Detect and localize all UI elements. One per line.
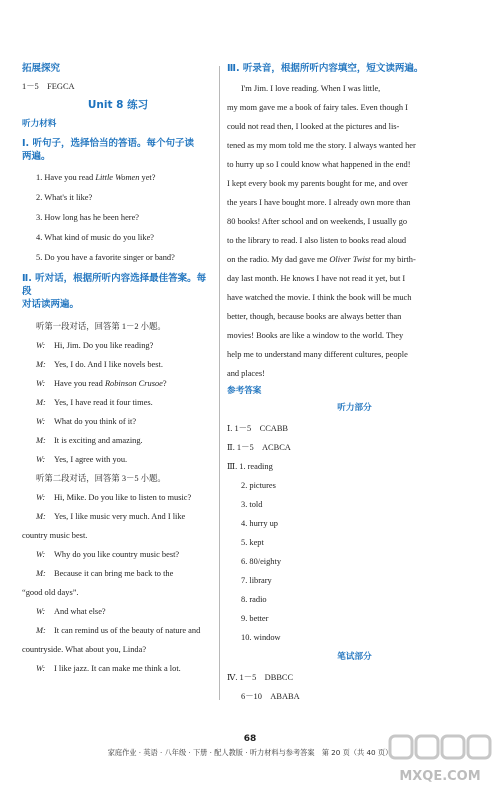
sentence-5: 5. Do you have a favorite singer or band?	[36, 253, 175, 262]
dialogue-line: W: What do you think of it?	[36, 417, 137, 426]
dialogue-line: M: It is exciting and amazing.	[36, 436, 143, 445]
answer-section-5: 6－10 ABABA	[241, 692, 300, 701]
footer-line: 家庭作业 · 英语 · 八年级 · 下册 · 配人教版 · 听力材料与参考答案 第 20 页（共 40 页）	[107, 748, 393, 757]
expand-title: 拓展探究	[22, 63, 61, 74]
sentence-1: 1. Have you read Little Women yet?	[36, 173, 156, 182]
dialogue2-intro: 听第二段对话，回答第 3－5 小题。	[36, 474, 166, 483]
written-part-label: 笔试部分	[337, 652, 372, 662]
section1-title-b: 两遍。	[22, 151, 51, 162]
answer-list-item: 9. better	[241, 614, 269, 623]
dialogue-line-cont: country music best.	[22, 531, 88, 540]
dialogue-line: M: Because it can bring me back to the	[36, 569, 174, 578]
dialogue-line: W: I like jazz. It can make me think a lot.	[36, 664, 181, 673]
dialogue-line: W: Hi, Jim. Do you like reading?	[36, 341, 154, 350]
sentence-4: 4. What kind of music do you like?	[36, 233, 155, 242]
answer-list-item: 4. hurry up	[241, 519, 278, 528]
answer-list-item: 10. window	[241, 633, 281, 642]
dialogue-line-cont: “good old days”.	[22, 588, 79, 597]
answer-list-item: 5. kept	[241, 538, 264, 547]
dialogue-line: M: Yes, I do. And I like novels best.	[36, 360, 163, 369]
left-column	[22, 62, 214, 678]
sentence-3: 3. How long has he been here?	[36, 213, 140, 222]
answer-section-3: Ⅲ. 1. reading	[227, 462, 273, 471]
watermark-logo	[386, 730, 494, 790]
passage: I'm Jim. I love reading. When I was little, my mom gave me a book of fairy tales. Even though I could not read then, I looked at the pictures and lis- tened as my mom told me the story. I always wanted her to hurry up so I could know what happened in the end! I kept every book my parents bought for me, and over the years I have bought more. I already own more than 80 books! After school and on weekends, I usually go to the library to read. I also listen to books read aloud on the radio. My dad gave me Oliver Twist for my birth- day last month. He knows I have not read it yet, but I have watched the movie. I think the book will be much better, though, because books are always better than movies! Books are like a window to the world. They help me to understand many different cultures, people and places!	[227, 84, 416, 378]
unit-title: Unit 8 练习	[87, 99, 149, 111]
dialogue-line: W: Yes, I agree with you.	[36, 455, 128, 464]
listening-part-label: 听力部分	[337, 403, 372, 413]
page-number: 68	[243, 734, 257, 744]
answer-list	[227, 476, 482, 647]
answer-list-item: 2. pictures	[241, 481, 276, 490]
answer-list-item: 3. told	[241, 500, 263, 509]
dialogue-line: M: Yes, I like music very much. And I like	[36, 512, 186, 521]
answer-section-4: Ⅳ. 1－5 DBBCC	[227, 673, 294, 682]
dialogue-line: W: Why do you like country music best?	[36, 550, 180, 559]
watermark-text: MXQE.COM	[399, 769, 481, 784]
answer-section-1: Ⅰ. 1－5 CCABB	[227, 424, 289, 433]
dialogue-line: M: Yes, I have read it four times.	[36, 398, 153, 407]
section2-title-a: Ⅱ. 听对话，根据所听内容选择最佳答案。每段	[22, 273, 207, 297]
right-column	[227, 62, 482, 706]
dialogue1-intro: 听第一段对话，回答第 1－2 小题。	[36, 322, 166, 331]
dialogue-line-cont: countryside. What about you, Linda?	[22, 645, 147, 654]
section2-title-b: 对话读两遍。	[22, 299, 80, 310]
answer-list-item: 6. 80/eighty	[241, 557, 282, 566]
answer-section-2: Ⅱ. 1－5 ACBCA	[227, 443, 291, 452]
expand-answer: 1－5 FEGCA	[22, 82, 75, 91]
dialogue-line: W: And what else?	[36, 607, 106, 616]
listening-material-label: 听力材料	[22, 119, 57, 129]
answer-title: 参考答案	[227, 386, 262, 396]
column-divider	[219, 66, 220, 700]
answer-list-item: 8. radio	[241, 595, 267, 604]
section1-title-a: Ⅰ. 听句子，选择恰当的答语。每个句子读	[22, 138, 194, 149]
dialogue-line: M: It can remind us of the beauty of nature and	[36, 626, 201, 635]
sentence-2: 2. What's it like?	[36, 193, 93, 202]
dialogue-line: W: Have you read Robinson Crusoe?	[36, 379, 167, 388]
dialogue-line: W: Hi, Mike. Do you like to listen to music?	[36, 493, 192, 502]
section3-title: Ⅲ. 听录音，根据所听内容填空，短文读两遍。	[227, 63, 424, 74]
answer-list-item: 7. library	[241, 576, 272, 585]
